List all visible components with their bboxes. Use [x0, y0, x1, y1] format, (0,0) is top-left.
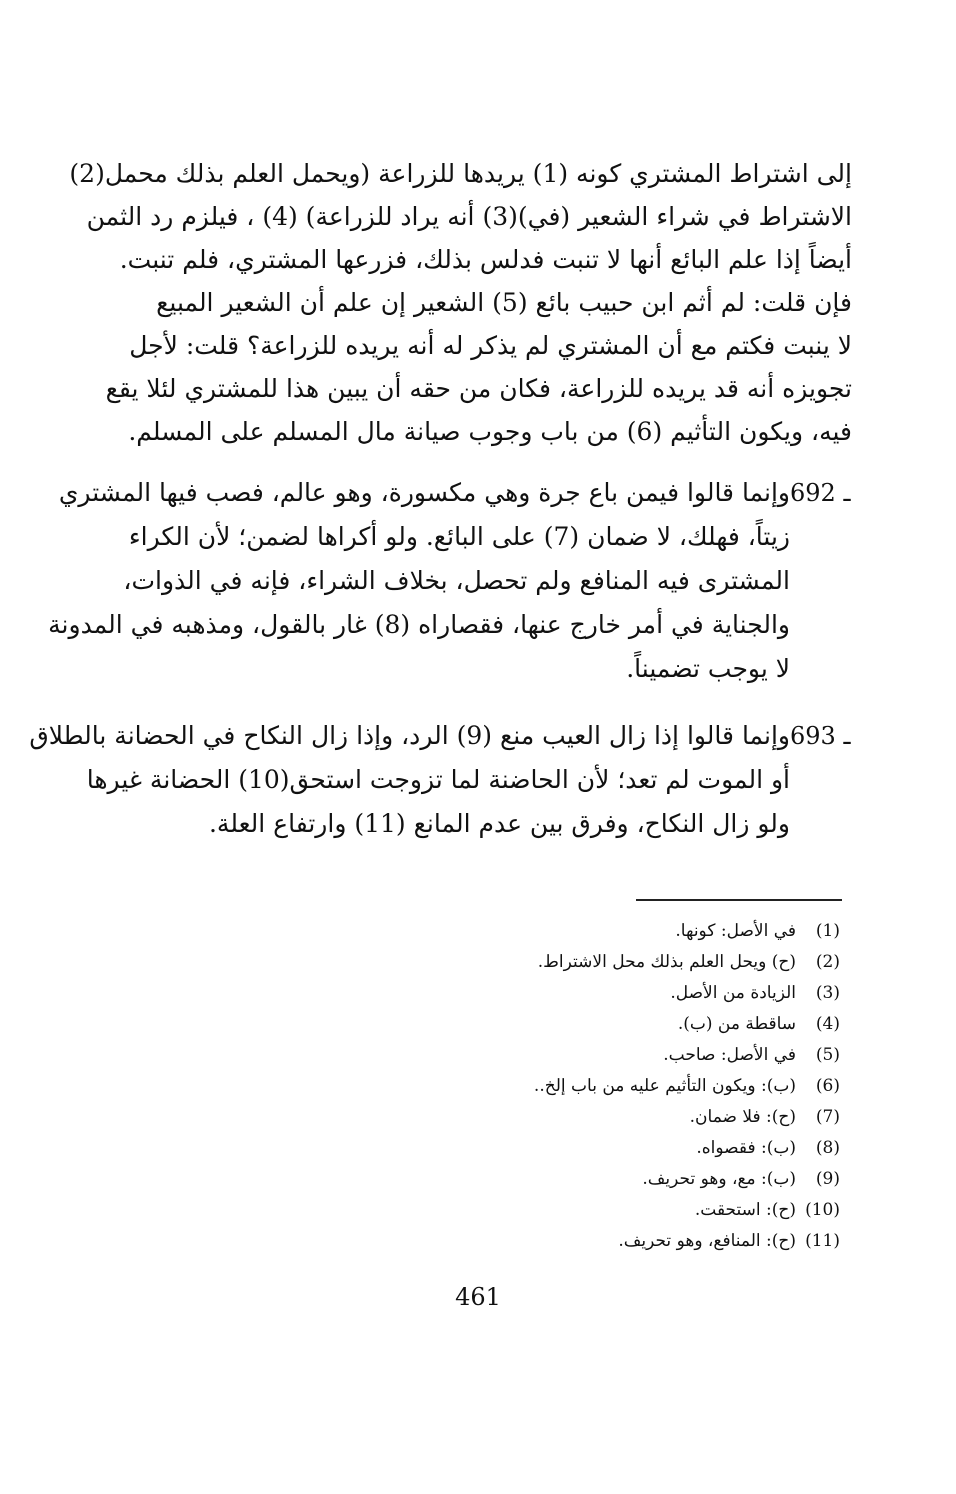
- footnote: [0, 1195, 956, 1225]
- text-line: إلى اشتراط المشتري كونه (1) يريدها للزراعة (ويحمل العلم بذلك محمل(2): [69, 159, 852, 188]
- footnote-text: الزيادة من الأصل.: [670, 983, 796, 1003]
- footnote: [0, 1071, 956, 1101]
- footnote-text: (ح) ويحل العلم بذلك محل الاشتراط.: [537, 952, 796, 972]
- text-line: وإنما قالوا إذا زال العيب منع (9) الرد، وإذا زال النكاح في الحضانة بالطلاق: [29, 721, 790, 750]
- footnote-number: (7): [815, 1107, 840, 1127]
- footnote-number: (1): [815, 921, 840, 941]
- text-line: لا ينبت فكتم مع أن المشتري لم يذكر له أنه يريده للزراعة؟ قلت: لأجل: [129, 331, 852, 360]
- footnote-text: (ب): ويكون التأثيم عليه من باب إلخ..: [533, 1076, 796, 1096]
- text-line: المشترى فيه المنافع ولم تحصل، بخلاف الشراء، فإنه في الذوات،: [123, 566, 790, 595]
- text-line: زيتاً، فهلك، لا ضمان (7) على البائع. ولو أكراها لضمن؛ لأن الكراء: [128, 522, 790, 551]
- footnote-number: (11): [805, 1231, 840, 1251]
- footnote-text: ساقطة من (ب).: [677, 1014, 796, 1034]
- footnote-number: (3): [815, 983, 840, 1003]
- paragraph-692: [48, 471, 790, 691]
- footnote: [0, 1226, 956, 1256]
- paragraph-number: 692 ـ: [790, 479, 851, 507]
- footnote-text: في الأصل: صاحب.: [663, 1045, 796, 1065]
- text-line: الاشتراط في شراء الشعير (في)(3) أنه يراد للزراعة) (4) ، فيلزم رد الثمن: [86, 202, 852, 231]
- footnote-text: (ح): فلا ضمان.: [689, 1107, 796, 1127]
- footnote-number: (2): [815, 952, 840, 972]
- text-line: أو الموت لم تعد؛ لأن الحاضنة لما تزوجت استحق(10) الحضانة غيرها: [86, 765, 790, 794]
- footnote: [0, 1133, 956, 1163]
- paragraph-693: [29, 714, 790, 846]
- footnote-number: (5): [815, 1045, 840, 1065]
- paragraph-number: 693 ـ: [790, 722, 851, 750]
- footnote-text: في الأصل: كونها.: [675, 921, 796, 941]
- footnote-separator: [636, 899, 842, 901]
- footnote-text: (ح): المنافع، وهو تحريف.: [618, 1231, 796, 1251]
- text-line: لا يوجب تضميناً.: [626, 654, 790, 683]
- text-line: والجناية في أمر خارج عنها، فقصاراه (8) غار بالقول، ومذهبه في المدونة: [48, 610, 790, 639]
- page-number: 461: [455, 1283, 501, 1311]
- footnote: [0, 1009, 956, 1039]
- footnote: [0, 916, 956, 946]
- paragraph-continued: [69, 152, 852, 462]
- footnote-text: (ح): استحقت.: [694, 1200, 796, 1220]
- footnote-number: (10): [805, 1200, 840, 1220]
- footnote: [0, 1164, 956, 1194]
- footnote: [0, 947, 956, 977]
- footnote: [0, 1102, 956, 1132]
- text-line: فيه، ويكون التأثيم (6) من باب وجوب صيانة مال المسلم على المسلم.: [128, 417, 852, 446]
- text-line: وإنما قالوا فيمن باع جرة وهي مكسورة، وهو عالم، فصب فيها المشتري: [58, 478, 790, 507]
- footnote-number: (8): [815, 1138, 840, 1158]
- text-line: تجويزه أنه قد يريده للزراعة، فكان من حقه أن يبين هذا للمشتري لئلا يقع: [105, 374, 852, 403]
- footnote-number: (4): [815, 1014, 840, 1034]
- text-line: ولو زال النكاح، وفرق بين عدم المانع (11) وارتفاع العلة.: [208, 809, 790, 838]
- text-line: أيضاً إذا علم البائع أنها لا تنبت فدلس بذلك، فزرعها المشتري، فلم تنبت.: [119, 245, 852, 274]
- footnote: [0, 978, 956, 1008]
- footnote-number: (9): [815, 1169, 840, 1189]
- text-line: فإن قلت: لم أثم ابن حبيب بائع (5) الشعير إن علم أن الشعير المبيع: [156, 288, 852, 317]
- footnote-text: (ب): مع، وهو تحريف.: [642, 1169, 796, 1189]
- footnote-number: (6): [815, 1076, 840, 1096]
- footnote: [0, 1040, 956, 1070]
- footnote-text: (ب): فقصواه.: [696, 1138, 796, 1158]
